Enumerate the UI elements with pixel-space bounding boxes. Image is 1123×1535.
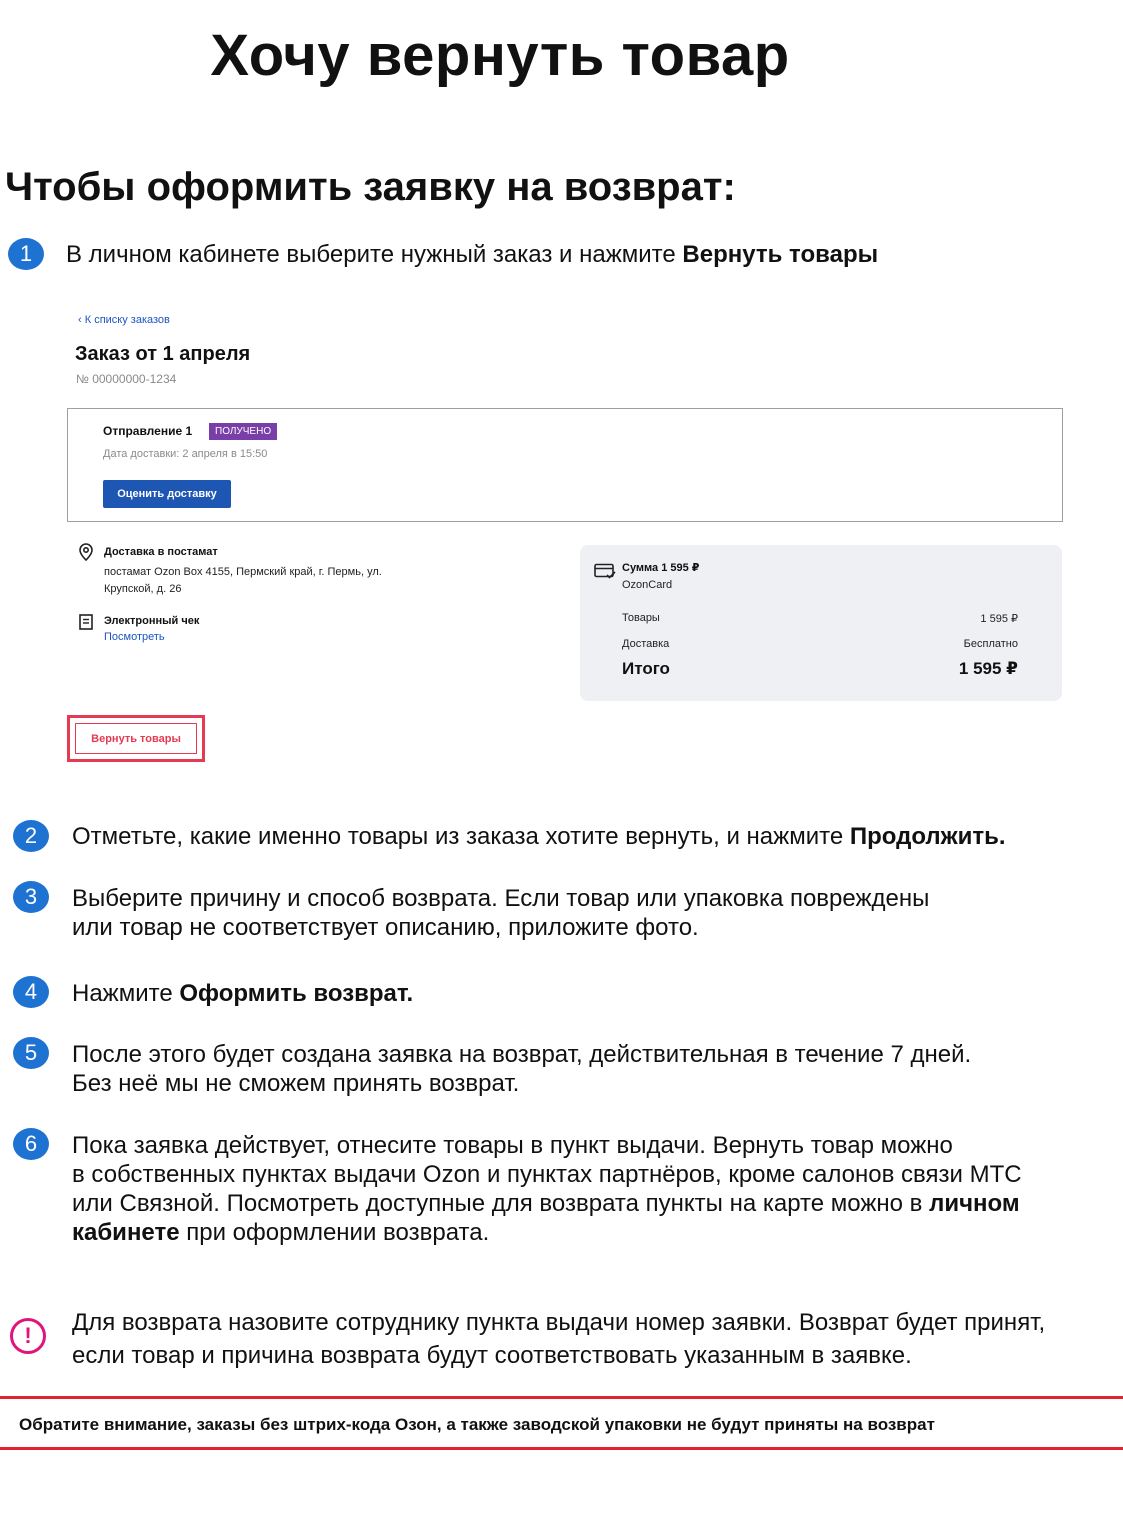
shipment-label: Отправление 1 [103,424,193,438]
step-number-1: 1 [8,238,44,270]
step-2-bold: Продолжить. [849,823,1006,850]
card-payment-icon [594,563,616,584]
step-5-line-1: После этого будет создана заявка на возврат, действительная в течение 7 дней. [72,1041,972,1068]
payment-method: OzonCard [622,579,673,591]
order-title: Заказ от 1 апреля [75,343,251,365]
step-3-line-1: Выберите причину и способ возврата. Если товар или упаковка повреждены [72,885,930,912]
total-value: 1 595 ₽ [958,659,1018,678]
shipping-value: Бесплатно [963,638,1018,650]
step-number-2: 2 [13,820,49,852]
step-6-line-2: в собственных пунктах выдачи Ozon и пунктах партнёров, кроме салонов связи МТС [72,1161,1022,1188]
step-number-6: 6 [13,1128,49,1160]
chevron-left-icon: ‹ [78,314,85,326]
step-4-label: Нажмите [72,980,180,1007]
step-6-line-3-bold: личном [929,1190,1020,1217]
receipt-icon [79,614,93,635]
step-4-bold: Оформить возврат. [179,980,414,1007]
delivery-date: Дата доставки: 2 апреля в 15:50 [103,448,268,460]
notice-bottom-rule [0,1447,1123,1450]
step-3-line-2: или товар не соответствует описанию, приложите фото. [72,914,699,941]
goods-value: 1 595 ₽ [980,613,1018,625]
step-number-3: 3 [13,881,49,913]
location-pin-icon [78,543,94,566]
step-1-bold: Вернуть товары [682,241,879,268]
step-1-label: В личном кабинете выберите нужный заказ и нажмите [66,241,683,268]
delivery-address-line-2: Крупской, д. 26 [104,583,182,595]
step-2-label: Отметьте, какие именно товары из заказа хотите вернуть, и нажмите [72,823,850,850]
receipt-view-link[interactable]: Посмотреть [104,631,165,643]
step-number-4: 4 [13,976,49,1008]
warning-line-2: если товар и причина возврата будут соответствовать указанным в заявке. [72,1342,912,1369]
step-6-line-3 [72,1189,1020,1218]
order-number: № 00000000-1234 [76,372,177,386]
goods-label: Товары [622,612,660,624]
notice-top-rule [0,1396,1123,1399]
page-title: Хочу вернуть товар [210,23,790,88]
delivery-title: Доставка в постамат [104,546,218,558]
step-6-line-1: Пока заявка действует, отнесите товары в пункт выдачи. Вернуть товар можно [72,1132,953,1159]
step-4-text [72,979,413,1008]
return-goods-button[interactable]: Вернуть товары [75,723,197,754]
step-6-line-4-bold: кабинете [72,1219,180,1246]
sum-label: Сумма 1 595 ₽ [622,562,700,574]
delivery-address-line-1: постамат Ozon Box 4155, Пермский край, г. Пермь, ул. [104,566,382,578]
step-6-line-3-text: или Связной. Посмотреть доступные для возврата пункты на карте можно в [72,1190,930,1217]
section-title: Чтобы оформить заявку на возврат: [5,165,736,209]
total-label: Итого [622,659,670,678]
rate-delivery-button[interactable]: Оценить доставку [103,480,231,508]
step-number-5: 5 [13,1037,49,1069]
step-2-text [72,822,1006,851]
status-badge: ПОЛУЧЕНО [209,423,277,440]
exclamation-circle-icon: ! [10,1318,46,1354]
back-link[interactable] [78,314,170,326]
step-5-line-2: Без неё мы не сможем принять возврат. [72,1070,520,1097]
warning-line-1: Для возврата назовите сотруднику пункта выдачи номер заявки. Возврат будет принят, [72,1309,1046,1336]
step-6-line-4 [72,1218,489,1247]
notice-text: Обратите внимание, заказы без штрих-кода Озон, а также заводской упаковки не будут приняты на возврат [19,1415,935,1434]
shipping-label: Доставка [622,638,670,650]
step-6-line-4-text: при оформлении возврата. [179,1219,490,1246]
back-link-label: К списку заказов [84,314,170,326]
step-1-text [66,240,878,269]
receipt-title: Электронный чек [104,615,200,627]
